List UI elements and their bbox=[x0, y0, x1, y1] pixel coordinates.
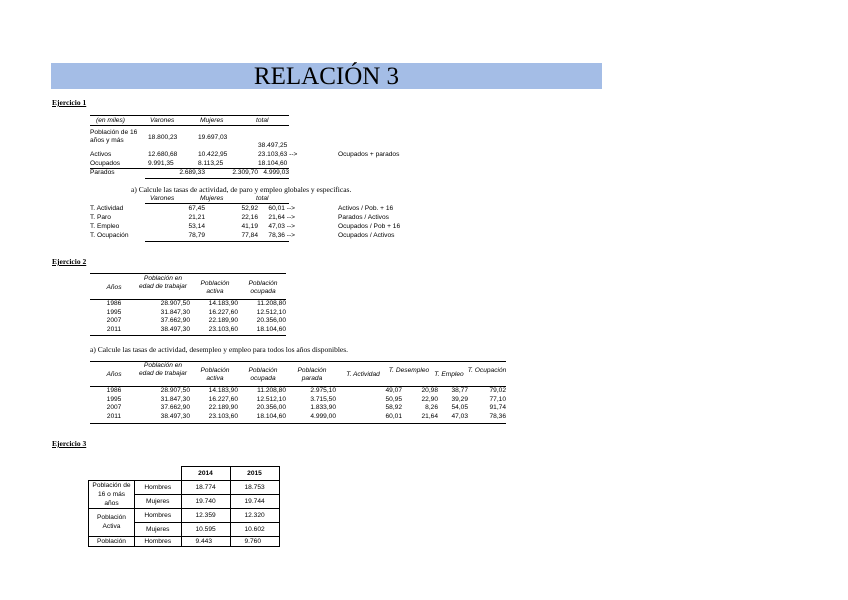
ej3-year-2015: 2015 bbox=[230, 467, 279, 481]
ej2a-cell: 2007 bbox=[106, 317, 122, 325]
ej2a-cell: 2011 bbox=[106, 326, 122, 334]
ej2a-cell: 16.227,60 bbox=[208, 308, 238, 316]
ej2b-header-t-desempleo: T. Desempleo bbox=[388, 367, 430, 374]
ej2b-header-anos: Años bbox=[106, 371, 122, 378]
ej1-rate-paro-total: 21,64 --> bbox=[268, 214, 295, 221]
ej2b-cell: 54,05 bbox=[451, 404, 468, 412]
ej2a-cell: 1986 bbox=[106, 300, 122, 307]
ej2b-cell: 31.847,30 bbox=[160, 395, 190, 403]
ej1-rate-ocupacion-total: 78,36 --> bbox=[268, 232, 295, 239]
ej1-rate-actividad-note: Activos / Pob. + 16 bbox=[338, 205, 394, 212]
ej2b-cell: 20.356,00 bbox=[256, 404, 286, 412]
ej2b-cell: 39,29 bbox=[451, 395, 468, 403]
ej2b-cell: 8,26 bbox=[425, 404, 438, 412]
ej1-parados-mujeres: 2.309,70 bbox=[232, 169, 258, 176]
ej2b-cell: 49,07 bbox=[385, 387, 402, 394]
ej3-group-poblacion-16: Población de 16 o más años bbox=[89, 480, 135, 508]
ej1-rate-header-total: total bbox=[256, 195, 269, 202]
ej2b-cell: 58,92 bbox=[385, 404, 402, 412]
ej2b-header-activa: Población activa bbox=[200, 367, 230, 382]
ej3-cell: 10.602 bbox=[230, 522, 279, 536]
ej2b-header-parada: Población parada bbox=[297, 367, 327, 382]
ej2a-cell: 20.356,00 bbox=[256, 317, 286, 325]
ej2b-cell: 60,01 bbox=[385, 413, 402, 421]
ej2-question: a) Calcule las tasas de actividad, desempleo y empleo para todos los años disponibles. bbox=[90, 345, 349, 354]
ej1-parados-varones: 2.689,33 bbox=[179, 169, 205, 176]
ej1-label-parados: Parados bbox=[90, 169, 115, 176]
ej3-row-label: Mujeres bbox=[135, 522, 182, 536]
ej1-rate-paro-label: T. Paro bbox=[90, 214, 111, 221]
ej2a-cell: 12.512,10 bbox=[256, 308, 286, 316]
ej2b-cell: 14.183,90 bbox=[208, 387, 238, 394]
ej2b-cell: 21,64 bbox=[421, 413, 438, 421]
ej2b-cell: 50,95 bbox=[385, 395, 402, 403]
ej2a-cell: 22.189,90 bbox=[208, 317, 238, 325]
ej1-label-activos: Activos bbox=[90, 151, 112, 158]
ej2b-cell: 28.907,50 bbox=[160, 387, 190, 394]
ej2-header-activa: Población activa bbox=[200, 280, 230, 295]
ej2b-cell: 22.189,90 bbox=[208, 404, 238, 412]
ej2b-cell: 38,77 bbox=[451, 387, 468, 394]
ej2a-cell: 18.104,60 bbox=[256, 326, 286, 334]
ej2b-header-t-actividad: T. Actividad bbox=[346, 371, 380, 378]
ej3-cell: 18.774 bbox=[181, 480, 230, 494]
ej1-rate-paro-mujeres: 22,16 bbox=[241, 214, 258, 221]
ej2b-cell: 77,10 bbox=[489, 395, 506, 403]
ej3-cell: 19.744 bbox=[230, 494, 279, 508]
ej2b-header-t-ocupacion: T. Ocupación bbox=[467, 367, 507, 374]
ej1-label-ocupados: Ocupados bbox=[90, 160, 121, 167]
ej1-activos-total: 23.103,63 --> bbox=[258, 151, 298, 158]
ej1-rate-actividad-mujeres: 52,92 bbox=[241, 205, 258, 212]
ej3-row-label: Hombres bbox=[135, 508, 182, 522]
ej2b-cell: 2011 bbox=[106, 413, 122, 421]
ej2b-cell: 91,74 bbox=[489, 404, 506, 412]
ej1-rate-empleo-label: T. Empleo bbox=[90, 223, 120, 230]
ej1-rate-header-mujeres: Mujeres bbox=[200, 195, 224, 202]
ej2b-cell: 23.103,60 bbox=[208, 413, 238, 421]
ej1-header-varones: Varones bbox=[150, 117, 175, 124]
ej2b-cell: 2.975,10 bbox=[310, 387, 336, 394]
ej3-cell: 9.760 bbox=[230, 536, 279, 546]
ej3-group-poblacion-activa: Población Activa bbox=[89, 508, 135, 536]
ej3-group-poblacion: Población bbox=[89, 536, 135, 546]
ej1-activos-varones: 12.680,68 bbox=[148, 151, 178, 158]
ej2a-cell: 14.183,90 bbox=[208, 300, 238, 307]
ej1-label-poblacion: Población de 16 años y más bbox=[90, 129, 138, 144]
ej2b-cell: 18.104,60 bbox=[256, 413, 286, 421]
ej1-ocupados-mujeres: 8.113,25 bbox=[198, 160, 224, 167]
ej1-rate-header-varones: Varones bbox=[150, 195, 175, 202]
ej1-header-total: total bbox=[256, 117, 269, 124]
ejercicio-1-heading: Ejercicio 1 bbox=[52, 98, 87, 107]
ej3-cell: 12.359 bbox=[181, 508, 230, 522]
ej1-question: a) Calcule las tasas de actividad, de paro y empleo globales y específicas. bbox=[131, 185, 352, 194]
ej2-header-ocupada: Población ocupada bbox=[248, 280, 278, 295]
ej2b-header-edad-trabajar: Población en edad de trabajar bbox=[138, 362, 188, 377]
ej1-rate-paro-varones: 21,21 bbox=[188, 214, 205, 221]
ej3-cell: 19.740 bbox=[181, 494, 230, 508]
ej2b-cell: 79,02 bbox=[489, 387, 506, 394]
ej1-rate-actividad-total: 60,01 --> bbox=[268, 205, 295, 212]
ej1-rate-empleo-varones: 53,14 bbox=[188, 223, 205, 230]
ej1-poblacion-mujeres: 19.697,03 bbox=[198, 134, 228, 141]
ej2b-cell: 20,98 bbox=[421, 387, 438, 394]
ej1-rate-actividad-varones: 67,45 bbox=[188, 205, 205, 212]
ej1-parados-total: 4.999,03 bbox=[263, 169, 289, 176]
ej1-ocupados-total: 18.104,60 bbox=[258, 160, 288, 167]
ej1-rate-ocupacion-note: Ocupados / Activos bbox=[338, 232, 395, 239]
ej2a-cell: 38.497,30 bbox=[160, 326, 190, 334]
ej3-row-label: Hombres bbox=[135, 480, 182, 494]
ej3-year-2014: 2014 bbox=[181, 467, 230, 481]
ej1-rate-ocupacion-mujeres: 77,84 bbox=[241, 232, 258, 239]
ej1-rate-ocupacion-varones: 78,79 bbox=[188, 232, 205, 239]
ej2b-cell: 16.227,60 bbox=[208, 395, 238, 403]
ejercicio-3-heading: Ejercicio 3 bbox=[52, 439, 87, 448]
ej3-row-label: Mujeres bbox=[135, 494, 182, 508]
ej1-rate-empleo-note: Ocupados / Pob + 16 bbox=[338, 223, 401, 230]
ej2b-cell: 3.715,50 bbox=[310, 395, 336, 403]
ej2b-cell: 22,90 bbox=[421, 395, 438, 403]
ej3-table bbox=[88, 466, 280, 547]
ej1-activos-mujeres: 10.422,95 bbox=[198, 151, 228, 158]
ej1-rate-paro-note: Parados / Activos bbox=[338, 214, 389, 221]
ej2a-cell: 31.847,30 bbox=[160, 308, 190, 316]
ej2a-cell: 28.907,50 bbox=[160, 300, 190, 307]
ej3-row-label: Hombres bbox=[135, 536, 182, 546]
ej1-header-mujeres: Mujeres bbox=[200, 117, 224, 124]
ej3-cell: 9.443 bbox=[181, 536, 230, 546]
ej2b-cell: 12.512,10 bbox=[256, 395, 286, 403]
ej1-header-units: (en miles) bbox=[96, 117, 125, 124]
ej1-poblacion-varones: 18.800,23 bbox=[148, 134, 178, 141]
page-title: RELACIÓN 3 bbox=[253, 63, 400, 90]
ej2b-cell: 2007 bbox=[106, 404, 122, 412]
ej1-rate-empleo-mujeres: 41,19 bbox=[241, 223, 258, 230]
ej2b-cell: 1986 bbox=[106, 387, 122, 394]
ej2b-header-ocupada: Población ocupada bbox=[248, 367, 278, 382]
ej3-cell: 12.320 bbox=[230, 508, 279, 522]
ej2a-cell: 11.208,80 bbox=[257, 300, 286, 307]
ej2-header-anos: Años bbox=[106, 284, 122, 291]
ej2b-cell: 1.833,90 bbox=[310, 404, 336, 412]
ej2b-cell: 1995 bbox=[106, 395, 122, 403]
ej3-cell: 10.595 bbox=[181, 522, 230, 536]
ej1-rate-actividad-label: T. Actividad bbox=[90, 205, 124, 212]
ej1-ocupados-varones: 9.991,35 bbox=[148, 160, 174, 167]
ejercicio-2-heading: Ejercicio 2 bbox=[52, 257, 87, 266]
ej1-rate-ocupacion-label: T. Ocupación bbox=[90, 232, 129, 239]
ej2a-cell: 37.662,90 bbox=[160, 317, 190, 325]
ej2b-cell: 37.662,90 bbox=[160, 404, 190, 412]
ej2-header-edad-trabajar: Población en edad de trabajar bbox=[138, 275, 188, 290]
ej2b-header-t-empleo: T. Empleo bbox=[434, 371, 464, 378]
ej2a-cell: 23.103,60 bbox=[208, 326, 238, 334]
ej1-activos-note: Ocupados + parados bbox=[338, 151, 400, 158]
ej2b-cell: 47,03 bbox=[451, 413, 468, 421]
ej2b-cell: 11.208,80 bbox=[257, 387, 286, 394]
ej1-poblacion-total: 38.497,25 bbox=[258, 142, 288, 149]
ej2a-cell: 1995 bbox=[106, 308, 122, 316]
ej2b-cell: 4.999,00 bbox=[310, 413, 336, 421]
ej2b-cell: 38.497,30 bbox=[160, 413, 190, 421]
ej3-cell: 18.753 bbox=[230, 480, 279, 494]
ej2b-cell: 78,36 bbox=[489, 413, 506, 421]
ej1-rate-empleo-total: 47,03 --> bbox=[268, 223, 295, 230]
